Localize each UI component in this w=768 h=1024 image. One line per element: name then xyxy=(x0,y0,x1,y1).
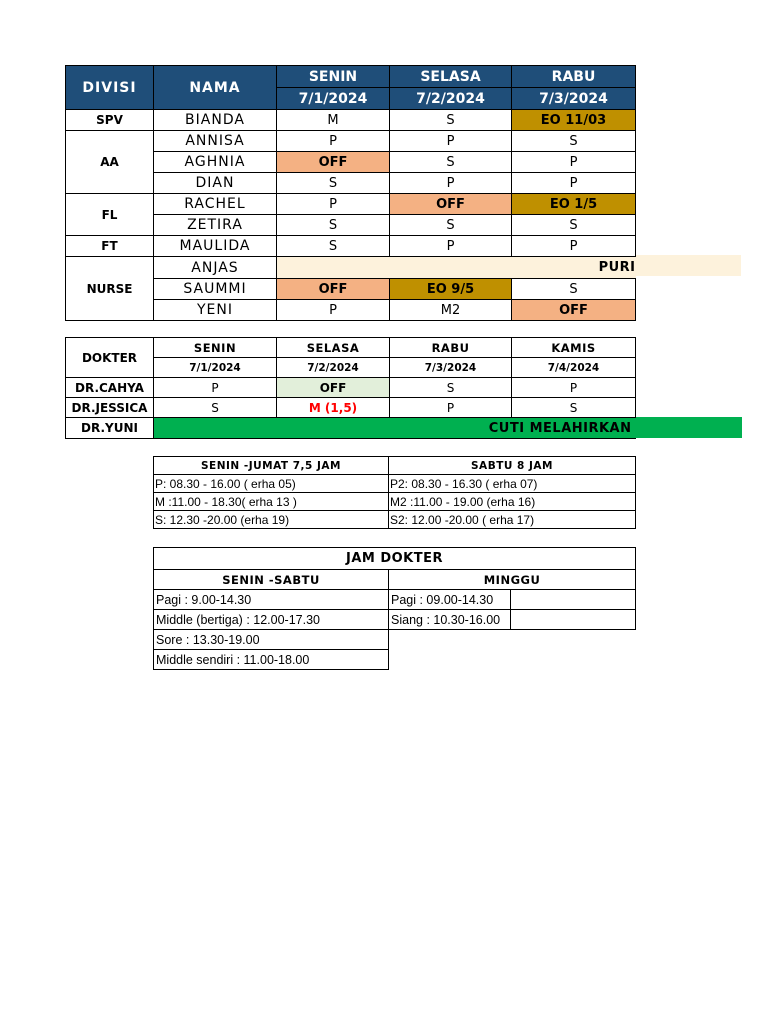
sunday-hours: Pagi : 09.00-14.30 xyxy=(389,590,511,610)
shift-hours-table xyxy=(153,456,636,529)
table-row xyxy=(66,131,636,152)
mon-sat-hours: Middle sendiri : 11.00-18.00 xyxy=(154,650,389,670)
mon-sat-hours: Pagi : 9.00-14.30 xyxy=(154,590,389,610)
doctor-name: DR.CAHYA xyxy=(66,378,154,398)
puri-note-cell xyxy=(277,257,636,279)
doctor-header-day: SENIN xyxy=(154,338,277,358)
shift-cell: P xyxy=(390,398,512,418)
table-row xyxy=(66,236,636,257)
shift-cell: M (1,5) xyxy=(277,398,390,418)
table-row xyxy=(66,194,636,215)
staff-name: RACHEL xyxy=(154,194,277,215)
table-row xyxy=(66,257,636,279)
shift-cell: EO 1/5 xyxy=(512,194,636,215)
doctor-name: DR.YUNI xyxy=(66,418,154,439)
header-dokter: DOKTER xyxy=(66,338,154,378)
shift-cell: S xyxy=(512,279,636,300)
header-date-rabu: 7/3/2024 xyxy=(512,88,636,110)
shift-cell: S xyxy=(390,378,512,398)
puri-note: PURI xyxy=(598,260,636,275)
staff-name: SAUMMI xyxy=(154,279,277,300)
division-label: AA xyxy=(66,131,154,194)
staff-name: ZETIRA xyxy=(154,215,277,236)
shift-cell: P xyxy=(512,236,636,257)
shift-cell: S xyxy=(277,236,390,257)
shift-cell: S xyxy=(512,215,636,236)
cuti-note: CUTI MELAHIRKAN xyxy=(488,420,632,436)
header-date-selasa: 7/2/2024 xyxy=(390,88,512,110)
division-label: FL xyxy=(66,194,154,236)
weekday-shift: S: 12.30 -20.00 (erha 19) xyxy=(154,511,389,529)
mon-sat-hours: Middle (bertiga) : 12.00-17.30 xyxy=(154,610,389,630)
shift-cell: S xyxy=(277,173,390,194)
header-divisi: DIVISI xyxy=(66,66,154,110)
shift-cell: M2 xyxy=(390,300,512,321)
shift-cell: OFF xyxy=(277,279,390,300)
doctor-header-date: 7/3/2024 xyxy=(390,358,512,378)
doctor-header-date: 7/2/2024 xyxy=(277,358,390,378)
mon-sat-title: SENIN -SABTU xyxy=(154,570,389,590)
header-day-senin: SENIN xyxy=(277,66,390,88)
staff-name: BIANDA xyxy=(154,110,277,131)
empty-cell xyxy=(389,630,636,650)
table-row xyxy=(154,590,636,610)
division-label: FT xyxy=(66,236,154,257)
shift-cell: S xyxy=(512,131,636,152)
header-nama: NAMA xyxy=(154,66,277,110)
table-row xyxy=(66,110,636,131)
doctor-header-day: KAMIS xyxy=(512,338,636,358)
doctor-hours-table xyxy=(153,547,636,670)
sunday-title: MINGGU xyxy=(389,570,636,590)
staff-name: YENI xyxy=(154,300,277,321)
doctor-header-date: 7/4/2024 xyxy=(512,358,636,378)
saturday-hours-title: SABTU 8 JAM xyxy=(389,457,636,475)
staff-name: AGHNIA xyxy=(154,152,277,173)
weekday-shift: M :11.00 - 18.30( erha 13 ) xyxy=(154,493,389,511)
doctor-name: DR.JESSICA xyxy=(66,398,154,418)
weekday-shift: P: 08.30 - 16.00 ( erha 05) xyxy=(154,475,389,493)
table-row xyxy=(154,610,636,630)
shift-cell: OFF xyxy=(277,378,390,398)
empty-cell xyxy=(389,650,636,670)
saturday-shift: P2: 08.30 - 16.30 ( erha 07) xyxy=(389,475,636,493)
doctor-header-day: SELASA xyxy=(277,338,390,358)
shift-cell: S xyxy=(390,152,512,173)
shift-cell: S xyxy=(390,215,512,236)
table-row xyxy=(66,378,636,398)
shift-cell: OFF xyxy=(512,300,636,321)
staff-schedule-table xyxy=(65,65,636,321)
table-row xyxy=(154,475,636,493)
table-row xyxy=(154,493,636,511)
shift-cell: S xyxy=(154,398,277,418)
table-row xyxy=(66,418,636,439)
shift-cell: P xyxy=(390,173,512,194)
sunday-hours: Siang : 10.30-16.00 xyxy=(389,610,511,630)
shift-cell: P xyxy=(277,131,390,152)
saturday-shift: M2 :11.00 - 19.00 (erha 16) xyxy=(389,493,636,511)
staff-name: DIAN xyxy=(154,173,277,194)
puri-highlight-extension xyxy=(635,255,741,276)
shift-cell: OFF xyxy=(390,194,512,215)
shift-cell: P xyxy=(512,378,636,398)
weekday-hours-title: SENIN -JUMAT 7,5 JAM xyxy=(154,457,389,475)
table-row xyxy=(154,630,636,650)
division-label: SPV xyxy=(66,110,154,131)
table-row xyxy=(154,650,636,670)
table-row xyxy=(66,398,636,418)
shift-cell: EO 9/5 xyxy=(390,279,512,300)
table-row xyxy=(154,511,636,529)
shift-cell: P xyxy=(154,378,277,398)
cuti-highlight-extension xyxy=(635,417,742,438)
header-day-selasa: SELASA xyxy=(390,66,512,88)
shift-cell: P xyxy=(512,173,636,194)
empty-cell xyxy=(511,590,636,610)
staff-name: ANJAS xyxy=(154,257,277,279)
doctor-schedule-table xyxy=(65,337,636,439)
shift-cell: M xyxy=(277,110,390,131)
empty-cell xyxy=(511,610,636,630)
shift-cell: P xyxy=(390,131,512,152)
shift-cell: S xyxy=(390,110,512,131)
doctor-header-day: RABU xyxy=(390,338,512,358)
staff-name: ANNISA xyxy=(154,131,277,152)
header-date-senin: 7/1/2024 xyxy=(277,88,390,110)
shift-cell: S xyxy=(277,215,390,236)
shift-cell: P xyxy=(512,152,636,173)
shift-cell: P xyxy=(390,236,512,257)
doctor-hours-title: JAM DOKTER xyxy=(154,548,636,570)
division-label: NURSE xyxy=(66,257,154,321)
shift-cell: P xyxy=(277,194,390,215)
doctor-header-date: 7/1/2024 xyxy=(154,358,277,378)
staff-name: MAULIDA xyxy=(154,236,277,257)
shift-cell: OFF xyxy=(277,152,390,173)
shift-cell: S xyxy=(512,398,636,418)
mon-sat-hours: Sore : 13.30-19.00 xyxy=(154,630,389,650)
saturday-shift: S2: 12.00 -20.00 ( erha 17) xyxy=(389,511,636,529)
cuti-note-cell xyxy=(154,418,636,439)
shift-cell: P xyxy=(277,300,390,321)
header-day-rabu: RABU xyxy=(512,66,636,88)
shift-cell: EO 11/03 xyxy=(512,110,636,131)
